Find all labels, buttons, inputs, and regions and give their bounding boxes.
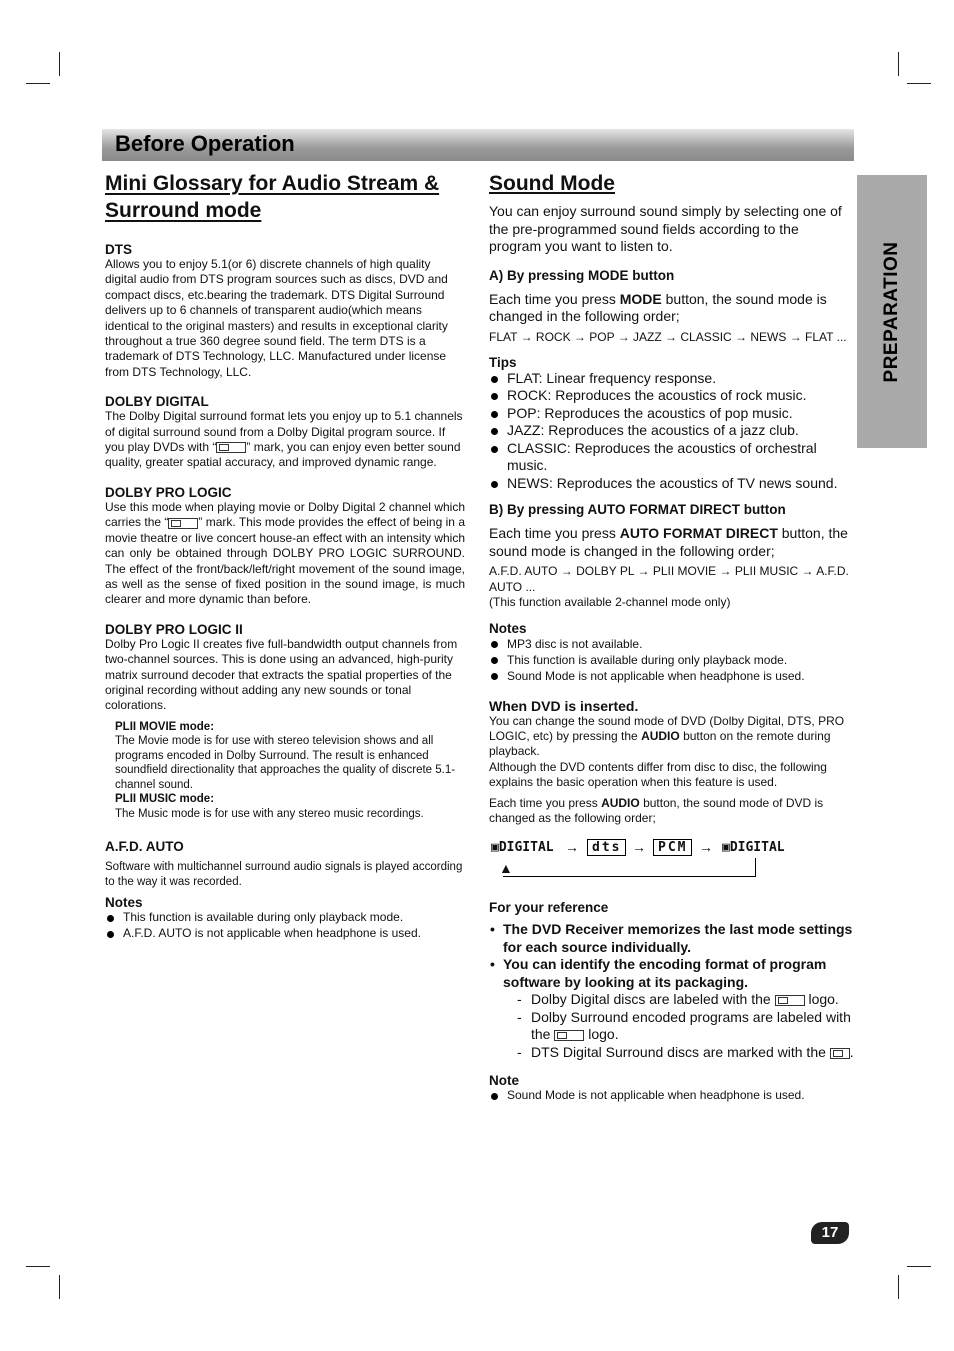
- left-column: [105, 170, 465, 941]
- tips-heading: Tips: [489, 354, 517, 370]
- list-item: This function is available during only playback mode.: [105, 910, 465, 925]
- dolby-digital-logo-icon: [216, 442, 246, 453]
- dolby-pro-logic-2-body: Dolby Pro Logic II creates five full-bandwidth output channels from two-channel sources. This is done using an advanced, high-purity matrix surround decoder that extracts the spatial properties of the original recording without adding any new sounds or tonal colorations.: [105, 636, 458, 713]
- afd-body-a: Each time you press: [489, 525, 620, 542]
- list-item: • You can identify the encoding format of program software by looking at its packaging. - Dolby Digital discs are labeled with the logo. - Dolby Surround encoded programs are labeled with the logo. - DTS Digital Surround discs are marked with the .: [489, 956, 854, 1061]
- dvd-body1: [489, 714, 854, 760]
- glossary-title-line2: Surround mode: [105, 199, 262, 222]
- dts-body: Allows you to enjoy 5.1(or 6) discrete channels of high quality digital audio from DTS program sources such as discs, DVD and compact discs, etc.bearing the trademark. DTS Digital Surround delivers up to 6 channels of transparent audio(which means identical to the original masters) and results in exceptional clarity throughout a true 360 degree sound field. The term DTS is a trademark of DTS Technology, LLC. Manufactured under license from DTS Technology, LLC.: [105, 257, 448, 379]
- dolby-digital-section: [105, 394, 465, 471]
- dolby-pro-logic-heading: DOLBY PRO LOGIC: [105, 484, 232, 500]
- sound-mode-title-text: Sound Mode: [489, 172, 615, 195]
- mode-body-bold: MODE: [619, 290, 662, 307]
- dvd-body3-bold: AUDIO: [601, 795, 640, 810]
- afd-body: Software with multichannel surround audio signals is played according to the way it was recorded.: [105, 861, 463, 888]
- dolby-digital-heading: DOLBY DIGITAL: [105, 394, 209, 410]
- notes-heading: Notes: [489, 620, 527, 636]
- dolby-pro-logic-2-section: [105, 622, 465, 822]
- dolby-pro-logic-2-heading: DOLBY PRO LOGIC II: [105, 621, 243, 637]
- crop-mark: [59, 1275, 60, 1299]
- crop-mark: [26, 1266, 50, 1267]
- plii-movie-body: The Movie mode is for use with stereo television shows and all programs encoded in Dolby Surround. The result is enhanced soundfield directionality that approaches the quality of discrete 5.1-channel sound.: [115, 735, 456, 791]
- dolby-digital-body-b: ” mark, you can enjoy even better sound quality, greater spatial accuracy, and improved dynamic range.: [105, 440, 461, 470]
- list-item: Sound Mode is not applicable when headphone is used.: [489, 1088, 854, 1103]
- plii-music-heading: PLII MUSIC mode:: [115, 793, 215, 806]
- dolby-digital-body-a: The Dolby Digital surround format lets you enjoy up to 5.1 channels of digital surround sound from a Dolby Digital program source. If you play DVDs with “: [105, 409, 463, 455]
- afd-section: [105, 839, 465, 941]
- sound-mode-title: [489, 170, 854, 197]
- list-item: CLASSIC: Reproduces the acoustics of orchestral music.: [489, 440, 854, 475]
- dolby-pro-logic-body-a: Use this mode when playing movie or Dolby Digital 2 channel which carries the “: [105, 499, 465, 530]
- sequence-loop-line: [503, 858, 756, 877]
- dolby-pro-logic-body: [105, 500, 465, 608]
- dolby-pro-logic-section: [105, 485, 465, 608]
- glossary-title-line1: Mini Glossary for Audio Stream &: [105, 172, 440, 195]
- plii-music-body: The Music mode is for use with any stereo music recordings.: [115, 807, 424, 820]
- section-header-bar: [102, 129, 854, 161]
- arrow-right-icon: →: [632, 839, 646, 856]
- sound-mode-intro: You can enjoy surround sound simply by selecting one of the pre-programmed sound fields according to the program you want to listen to.: [489, 203, 842, 254]
- dolby-digital-seq-item: ▣DIGITAL: [491, 840, 554, 856]
- dvd-body1-bold: AUDIO: [641, 729, 680, 744]
- list-item: ROCK: Reproduces the acoustics of rock music.: [489, 387, 854, 405]
- crop-mark: [907, 83, 931, 84]
- afd-body-bold: AUTO FORMAT DIRECT: [619, 525, 778, 542]
- dolby-surround-logo-icon: [554, 1030, 584, 1041]
- arrow-right-icon: →: [565, 839, 579, 856]
- dolby-digital-body: [105, 409, 465, 471]
- list-item: POP: Reproduces the acoustics of pop music.: [489, 405, 854, 423]
- reference-sub-list: [503, 991, 854, 1061]
- crop-mark: [898, 1275, 899, 1299]
- dts-seq-item: dts: [587, 840, 626, 855]
- mode-body-b: button, the sound mode is changed in the following order;: [489, 290, 827, 324]
- dts-section: [105, 242, 465, 380]
- list-item: - Dolby Surround encoded programs are labeled with the logo.: [531, 1009, 854, 1044]
- right-column: [489, 170, 854, 1104]
- afd-button-body: [489, 525, 854, 560]
- afd-notes-list: [105, 910, 465, 941]
- crop-mark: [26, 83, 50, 84]
- afd-sequence: A.F.D. AUTO → DOLBY PL → PLII MOVIE → PLII MUSIC → A.F.D. AUTO ...: [489, 564, 849, 594]
- dolby-surround-logo-icon: [168, 518, 198, 529]
- list-item: - DTS Digital Surround discs are marked with the .: [531, 1044, 854, 1062]
- reference-list: [489, 921, 854, 1061]
- afd-heading: A.F.D. AUTO: [105, 839, 184, 855]
- afd-body-b: button, the sound mode is changed in the following order;: [489, 525, 848, 559]
- afd-button-heading: B) By pressing AUTO FORMAT DIRECT button: [489, 502, 786, 518]
- afd-sequence-note: (This function available 2-channel mode only): [489, 595, 731, 610]
- mode-sequence: FLAT → ROCK → POP → JAZZ → CLASSIC → NEWS → FLAT ...: [489, 329, 847, 344]
- list-item: NEWS: Reproduces the acoustics of TV news sound.: [489, 475, 854, 493]
- note-heading: Note: [489, 1073, 519, 1089]
- dvd-body3-b: button, the sound mode of DVD is changed as the following order;: [489, 795, 824, 826]
- page-number: 17: [811, 1222, 849, 1244]
- glossary-title: [105, 170, 439, 224]
- dts-logo-icon: [830, 1048, 850, 1059]
- list-item: A.F.D. AUTO is not applicable when headphone is used.: [105, 926, 465, 941]
- arrow-right-icon: →: [699, 839, 713, 856]
- dvd-body3: [489, 796, 854, 827]
- notes-list: [489, 636, 854, 684]
- afd-notes-heading: Notes: [105, 895, 143, 911]
- dvd-audio-sequence: [489, 838, 854, 888]
- dvd-heading: When DVD is inserted.: [489, 697, 639, 714]
- mode-button-body: [489, 291, 854, 326]
- dvd-body1-b: button on the remote during playback.: [489, 729, 831, 759]
- side-tab-label: PREPARATION: [881, 241, 902, 382]
- arrow-up-icon: ▲: [499, 860, 513, 877]
- pcm-seq-item: PCM: [653, 840, 692, 855]
- dolby-digital-seq-item-2: ▣DIGITAL: [722, 840, 785, 856]
- section-title: Before Operation: [115, 131, 295, 156]
- mode-body-a: Each time you press: [489, 290, 620, 307]
- list-item: FLAT: Linear frequency response.: [489, 370, 854, 388]
- dolby-digital-logo-icon: [775, 995, 805, 1006]
- dolby-pro-logic-body-b: ” mark. This mode provides the effect of being in a movie theatre or live concert house-an effect with an intensity which can only be obtained through DOLBY PRO LOGIC SURROUND. The effect of the front/back/left/right movement of the sound image, as well as the sense of fixed position in the sound image, is much clearer and more dynamic than before.: [105, 515, 465, 607]
- mode-button-heading: A) By pressing MODE button: [489, 267, 675, 283]
- tips-list: [489, 370, 854, 493]
- side-tab: [857, 175, 927, 448]
- list-item: MP3 disc is not available.: [489, 636, 854, 652]
- list-item: This function is available during only playback mode.: [489, 652, 854, 668]
- crop-mark: [907, 1266, 931, 1267]
- crop-mark: [898, 52, 899, 76]
- dvd-body2: Although the DVD contents differ from disc to disc, the following explains the basic operation when this feature is used.: [489, 759, 827, 790]
- reference-heading: For your reference: [489, 900, 609, 916]
- note-list: [489, 1088, 854, 1103]
- crop-mark: [59, 52, 60, 76]
- dvd-body3-a: Each time you press: [489, 795, 602, 810]
- dvd-body1-a: You can change the sound mode of DVD (Dolby Digital, DTS, PRO LOGIC, etc) by pressing the: [489, 713, 845, 744]
- list-item: Sound Mode is not applicable when headphone is used.: [489, 668, 854, 684]
- plii-movie-heading: PLII MOVIE mode:: [115, 720, 215, 733]
- dts-heading: DTS: [105, 242, 132, 257]
- list-item: • The DVD Receiver memorizes the last mode settings for each source individually.: [489, 921, 854, 956]
- list-item: JAZZ: Reproduces the acoustics of a jazz club.: [489, 422, 854, 440]
- list-item: - Dolby Digital discs are labeled with the logo.: [531, 991, 854, 1009]
